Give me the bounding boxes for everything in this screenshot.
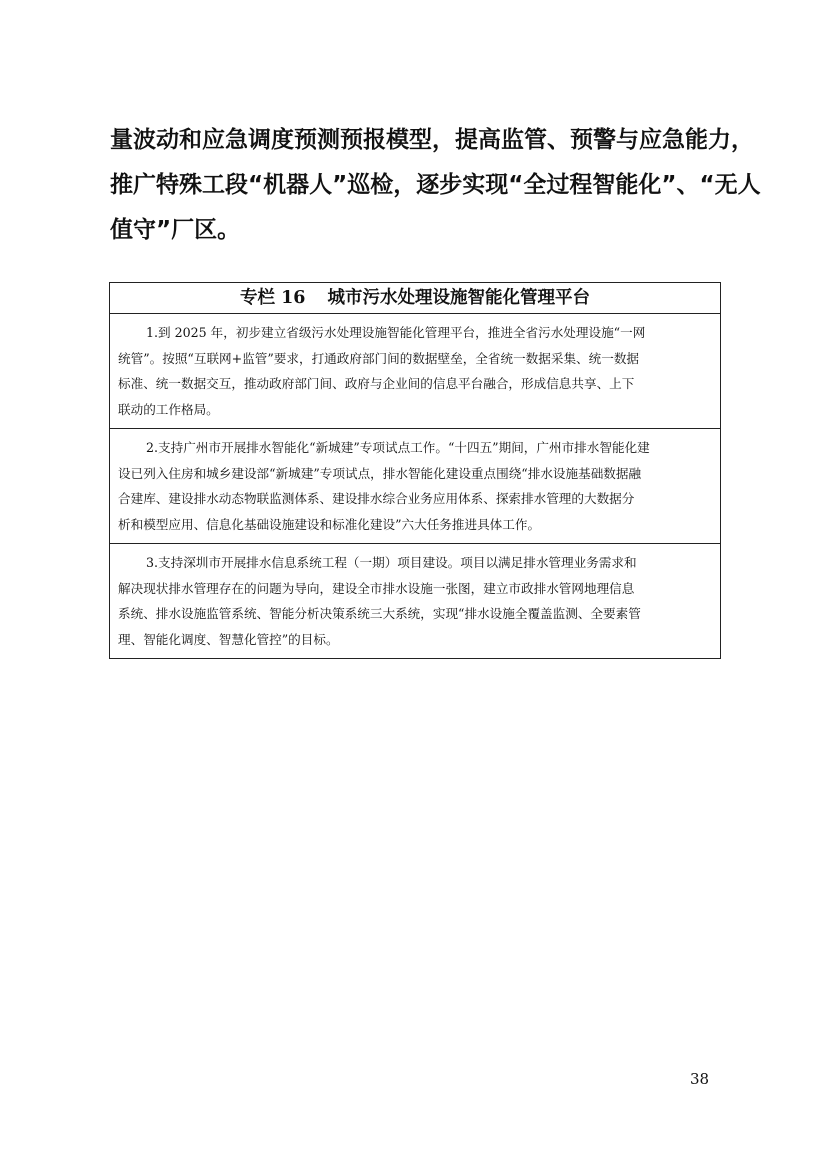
item-line: 1.到 2025 年，初步建立省级污水处理设施智能化管理平台，推进全省污水处理设施“一网 bbox=[146, 325, 646, 340]
intro-line: 值守”厂区。 bbox=[110, 217, 241, 243]
intro-line: 推广特殊工段“机器人”巡检，逐步实现“全过程智能化”、“无人 bbox=[110, 172, 761, 198]
item-line: 统管”。按照“互联网+监管”要求，打通政府部门间的数据壁垒，全省统一数据采集、统一数据 bbox=[118, 350, 640, 366]
intro-line: 量波动和应急调度预测预报模型，提高监管、预警与应急能力， bbox=[110, 127, 754, 153]
column-label: 专栏 16 bbox=[240, 288, 306, 308]
item-line: 理、智能化调度、智慧化管控”的目标。 bbox=[118, 631, 339, 647]
item-line: 合建库、建设排水动态物联监测体系、建设排水综合业务应用体系、探索排水管理的大数据分 bbox=[118, 491, 635, 506]
column-title bbox=[110, 283, 720, 314]
item-line: 3.支持深圳市开展排水信息系统工程（一期）项目建设。项目以满足排水管理业务需求和 bbox=[146, 555, 637, 570]
column-item-3 bbox=[110, 544, 720, 658]
column-item-2 bbox=[110, 429, 720, 544]
page-number: 38 bbox=[690, 1070, 710, 1088]
item-line: 2.支持广州市开展排水智能化“新城建”专项试点工作。“十四五”期间，广州市排水智能化建 bbox=[146, 440, 650, 455]
intro-paragraph bbox=[110, 118, 761, 253]
column-box bbox=[109, 282, 721, 659]
column-heading: 城市污水处理设施智能化管理平台 bbox=[327, 288, 590, 308]
column-item-1 bbox=[110, 314, 720, 429]
item-line: 标准、统一数据交互，推动政府部门间、政府与企业间的信息平台融合，形成信息共享、上下 bbox=[118, 376, 635, 391]
item-line: 析和模型应用、信息化基础设施建设和标准化建设”六大任务推进具体工作。 bbox=[118, 516, 541, 532]
item-line: 联动的工作格局。 bbox=[118, 401, 219, 417]
item-line: 设已列入住房和城乡建设部“新城建”专项试点，排水智能化建设重点围绕“排水设施基础数据融 bbox=[118, 465, 642, 481]
item-line: 解决现状排水管理存在的问题为导向，建设全市排水设施一张图，建立市政排水管网地理信息 bbox=[118, 580, 635, 596]
item-line: 系统、排水设施监管系统、智能分析决策系统三大系统，实现“排水设施全覆盖监测、全要素管 bbox=[118, 606, 641, 621]
